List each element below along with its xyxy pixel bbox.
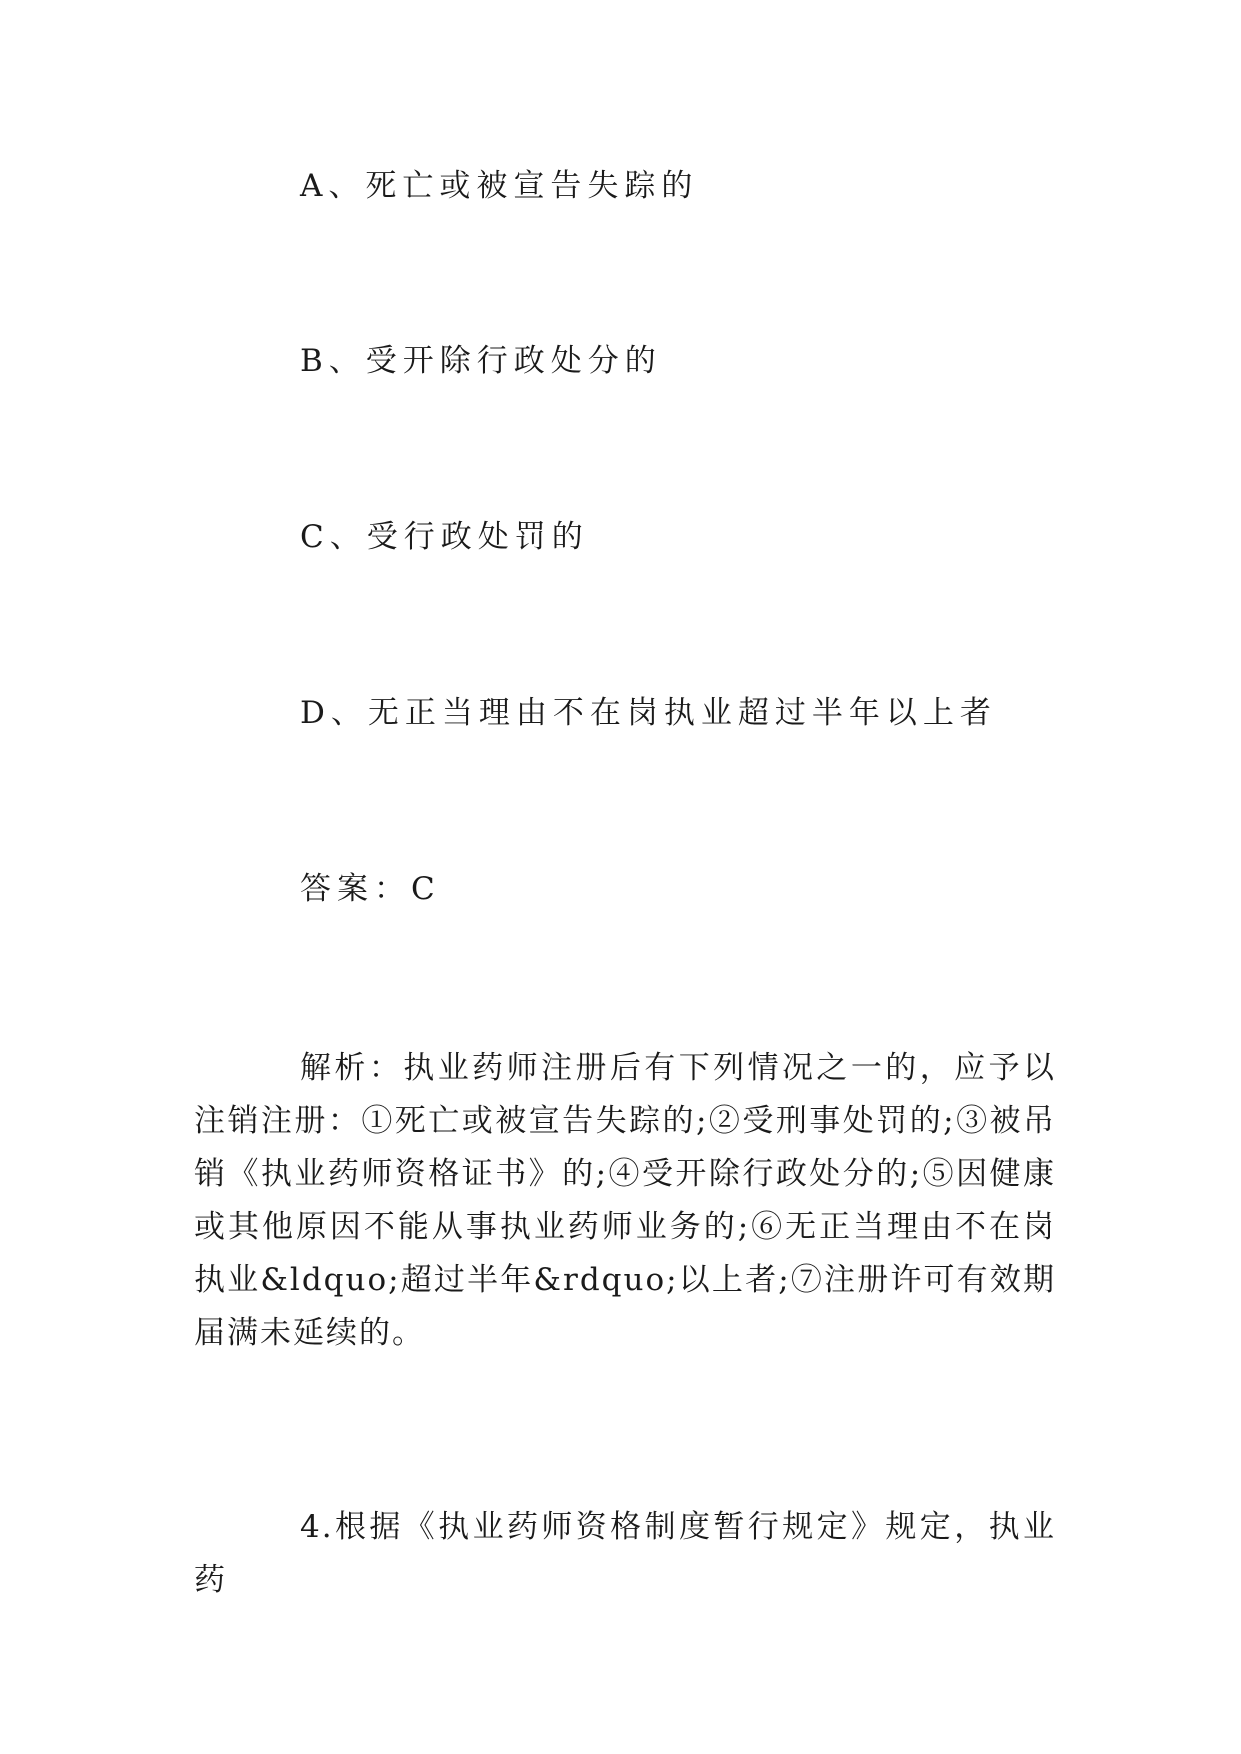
analysis-paragraph: 解析：执业药师注册后有下列情况之一的，应予以注销注册：①死亡或被宣告失踪的;②受刑事处罚的;③被吊销《执业药师资格证书》的;④受开除行政处分的;⑤因健康或其他原因不能从事执业药师业务的;⑥无正当理由不在岗执业&ldquo;超过半年&rdquo;以上者;⑦注册许可有效期届满未延续的。	[194, 1050, 1056, 1351]
answer-line: 答案：C	[300, 871, 441, 907]
option-b: B、受开除行政处分的	[300, 343, 662, 379]
option-a: A、死亡或被宣告失踪的	[300, 168, 699, 204]
option-c: C、受行政处罚的	[300, 519, 589, 555]
next-question: 4.根据《执业药师资格制度暂行规定》规定，执业药	[194, 1509, 1056, 1598]
option-d: D、无正当理由不在岗执业超过半年以上者	[300, 695, 997, 731]
